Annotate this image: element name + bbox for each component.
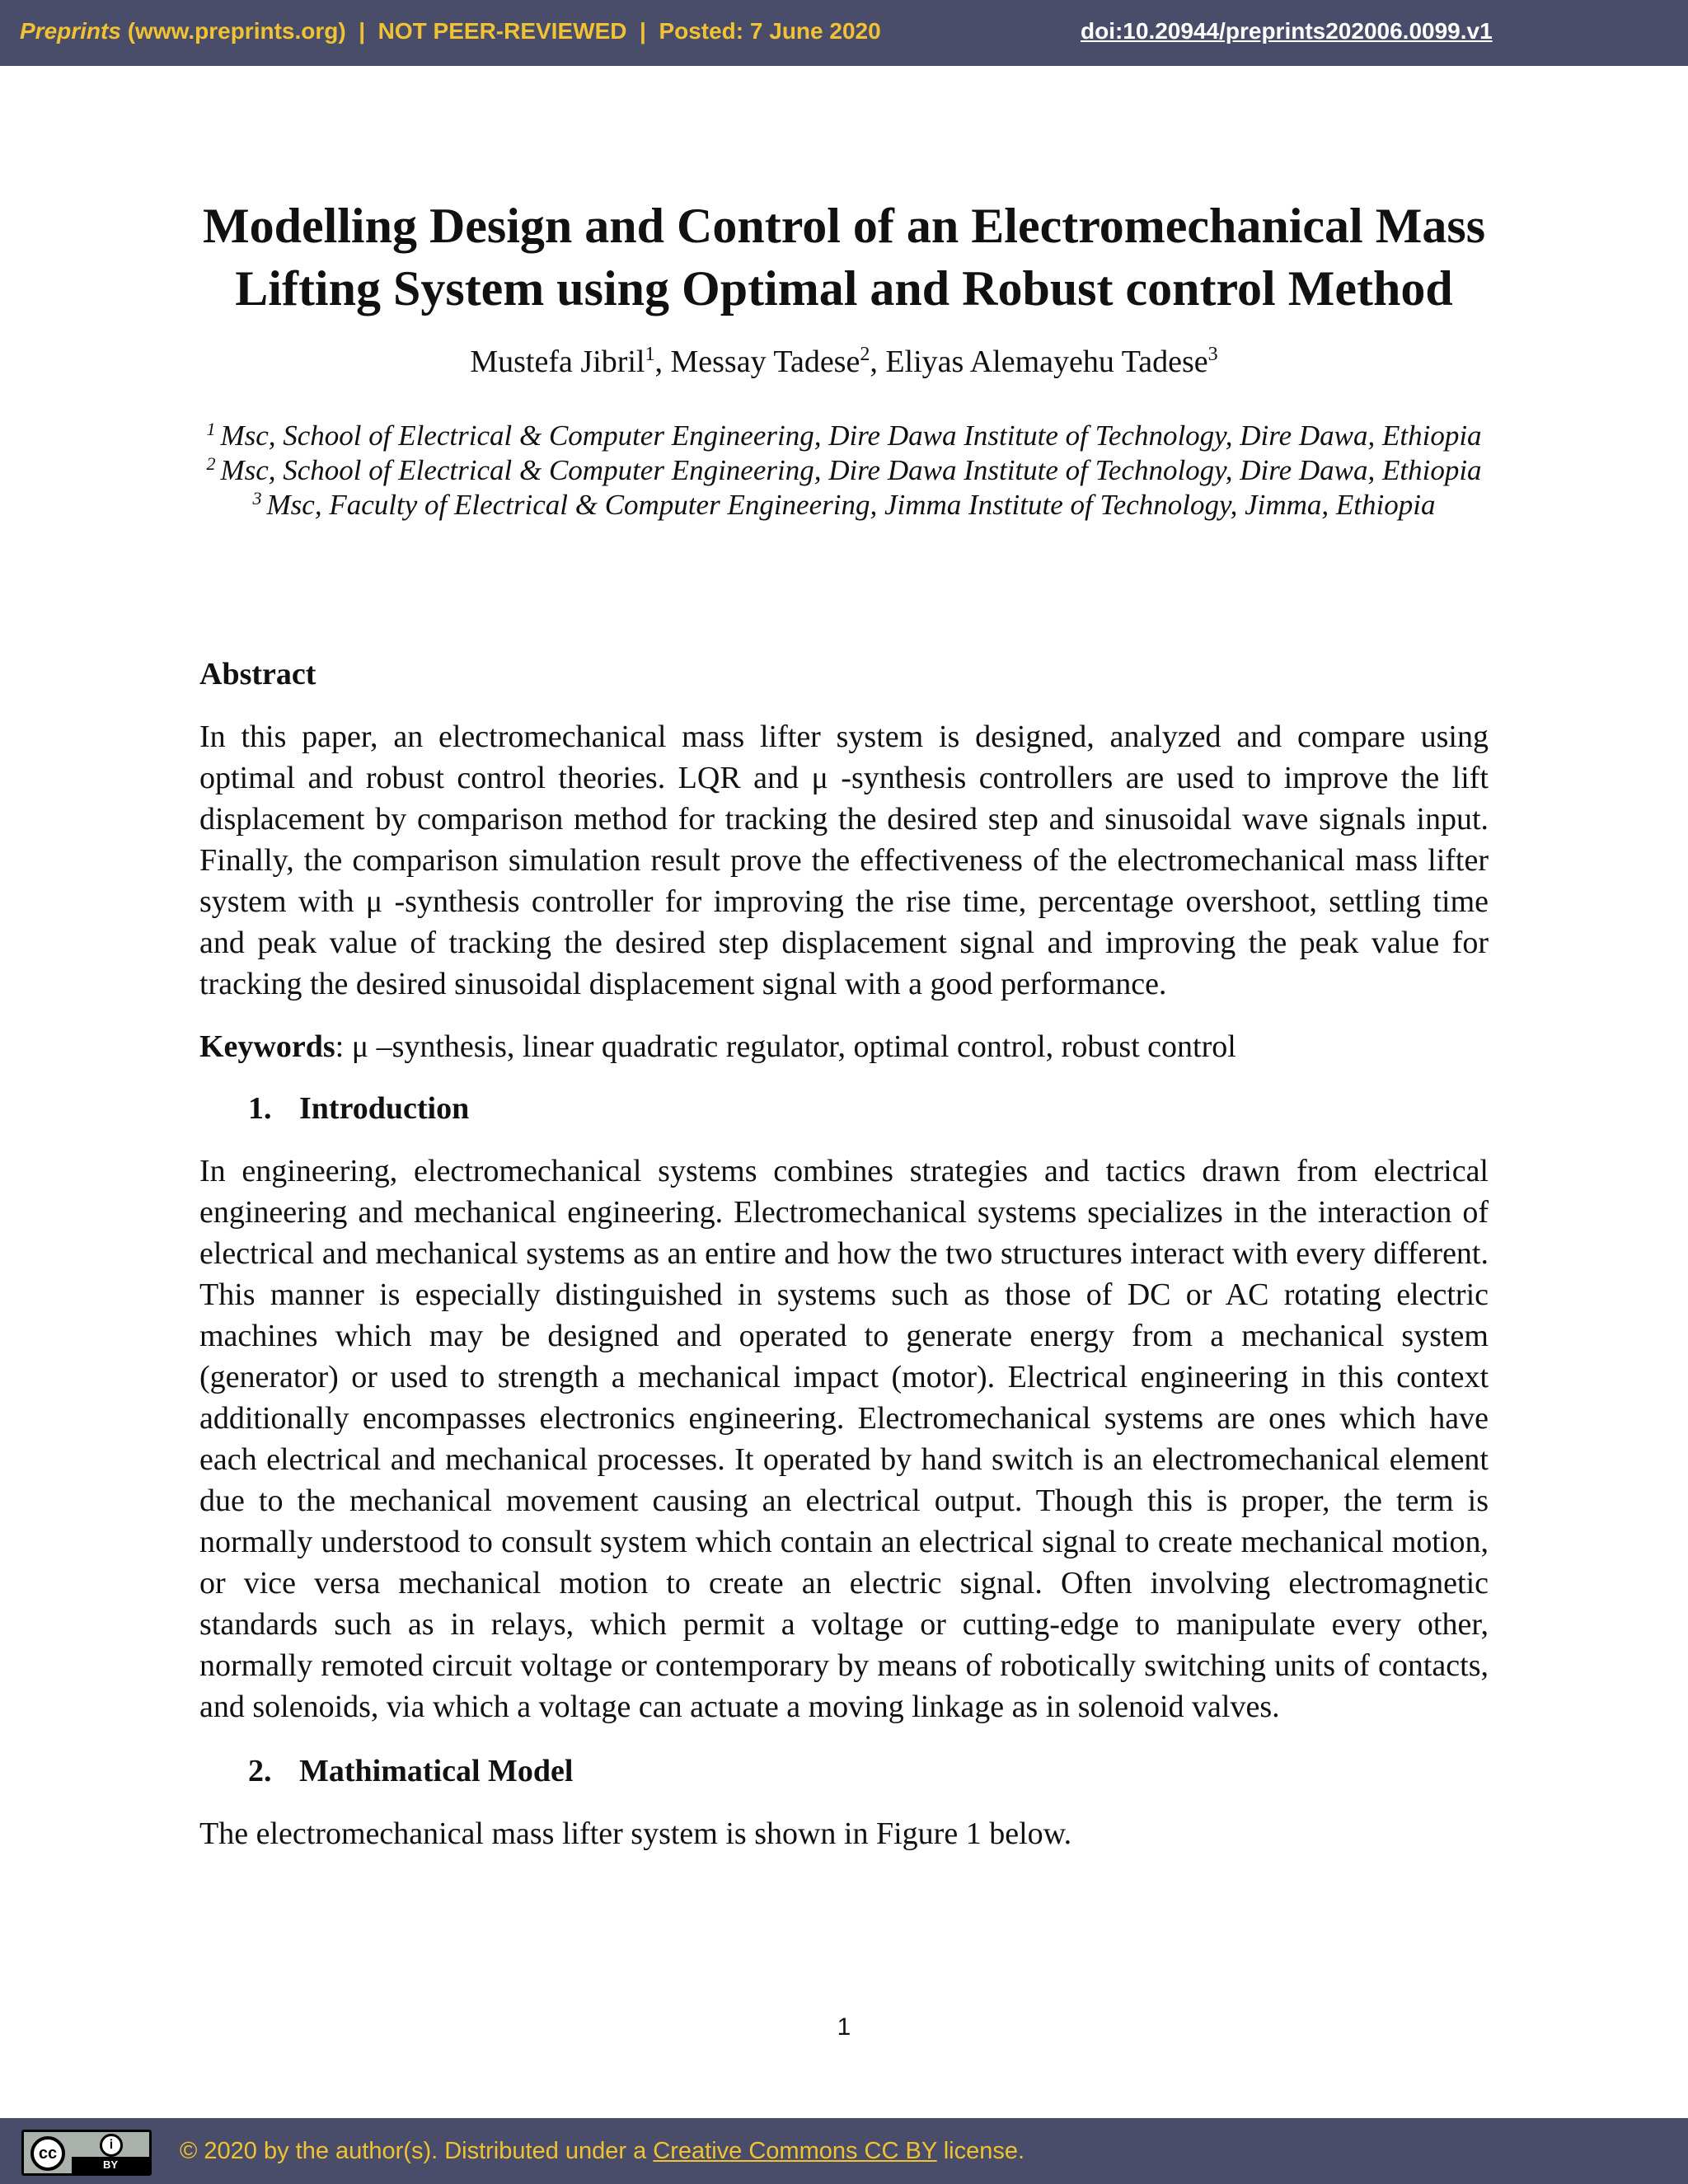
license-footer — [0, 2118, 1688, 2184]
author-name: Eliyas Alemayehu Tadese — [885, 344, 1208, 379]
affiliation-mark: 1 — [206, 419, 216, 439]
page-number: 1 — [837, 2013, 851, 2041]
abstract-text: In this paper, an electromechanical mass lifter system is designed, analyzed and compare using optimal and robust control theories. LQR and μ -synthesis controllers are used to improve the lift displacement by comparison method for tracking the desired step and sinusoidal wave signals input. Finally, the comparison simulation result prove the effectiveness of the electromechanical mass lifter system with μ -synthesis controller for improving the rise time, percentage overshoot, settling time and peak value of tracking the desired step displacement signal and improving the peak value for tracking the desired sinusoidal displacement signal with a good performance. — [199, 719, 1489, 1001]
author-separator: , — [870, 344, 886, 379]
license-text — [180, 2138, 1025, 2165]
affiliation — [165, 488, 1523, 523]
abstract-heading: Abstract — [199, 657, 316, 691]
section-title: Introduction — [299, 1091, 470, 1126]
introduction-text: In engineering, electromechanical systems combines strategies and tactics drawn from electrical engineering and mechanical engineering. Electromechanical systems specializes in the interaction of electrical and mechanical systems as an entire and how the two structures interact with every different. This manner is especially distinguished in systems such as those of DC or AC rotating electric machines which may be designed and operated to generate energy from a mechanical system (generator) or used to strength a mechanical impact (motor). Electrical engineering in this context additionally encompasses electronics engineering. Electromechanical systems are ones which have each electrical and mechanical processes. It operated by hand switch is an electromechanical element due to the mechanical movement causing an electrical output. Though this is proper, the term is normally understood to consult system which contain an electrical signal to create mechanical motion, or vice versa mechanical motion to create an electric signal. Often involving electromagnetic standards such as in relays, which permit a voltage or cutting-edge to manipulate every other, normally remoted circuit voltage or contemporary by means of robotically switching units of contacts, and solenoids, via which a voltage can actuate a moving linkage as in solenoid valves. — [199, 1154, 1489, 1724]
section-number: 2. — [248, 1754, 272, 1788]
author-affiliation-mark: 3 — [1207, 344, 1218, 365]
banner-separator: | — [359, 18, 366, 44]
affiliation — [165, 419, 1523, 453]
affiliation-list — [165, 419, 1523, 523]
author-name: Mustefa Jibril — [470, 344, 645, 379]
banner-status: NOT PEER-REVIEWED — [377, 18, 627, 44]
affiliation-text: Msc, School of Electrical & Computer Engineering, Dire Dawa Institute of Technology, Dire Dawa, Ethiopia — [220, 454, 1482, 486]
affiliation — [165, 453, 1523, 488]
paper-title — [165, 194, 1523, 320]
author-list — [165, 342, 1523, 382]
affiliation-mark: 2 — [206, 453, 216, 474]
section-heading-model — [248, 1750, 1489, 1792]
affiliation-text: Msc, Faculty of Electrical & Computer Engineering, Jimma Institute of Technology, Jimma, Ethiopia — [266, 489, 1436, 521]
paper-title-line: Modelling Design and Control of an Electromechanical Mass — [202, 199, 1486, 253]
preprint-banner — [0, 0, 1688, 66]
banner-site-name: Preprints — [20, 18, 121, 44]
banner-info — [20, 18, 881, 45]
section-title: Mathimatical Model — [299, 1754, 574, 1788]
license-link[interactable]: Creative Commons CC BY — [653, 2138, 937, 2164]
cc-by-badge-icon[interactable] — [21, 2130, 152, 2176]
banner-posted-date: Posted: 7 June 2020 — [659, 18, 881, 44]
section-number: 1. — [248, 1091, 272, 1126]
license-suffix: license. — [936, 2138, 1025, 2164]
copyright-text: © 2020 by the author(s). Distributed under a — [180, 2138, 654, 2164]
author-affiliation-mark: 2 — [860, 344, 870, 365]
attribution-person-icon: i — [100, 2134, 123, 2157]
keywords-text: : μ –synthesis, linear quadratic regulator, optimal control, robust control — [335, 1029, 1236, 1064]
keywords-label: Keywords — [199, 1029, 335, 1064]
affiliation-text: Msc, School of Electrical & Computer Engineering, Dire Dawa Institute of Technology, Dire Dawa, Ethiopia — [220, 419, 1482, 452]
banner-site-url[interactable]: (www.preprints.org) — [127, 18, 346, 44]
section-spacer — [199, 1727, 1489, 1750]
banner-separator: | — [640, 18, 646, 44]
keywords — [199, 1026, 1489, 1067]
paper-title-line: Lifting System using Optimal and Robust control Method — [235, 261, 1453, 316]
paper-body — [199, 654, 1489, 1854]
author-separator: , — [654, 344, 671, 379]
affiliation-mark: 3 — [252, 488, 262, 509]
author-name: Messay Tadese — [670, 344, 860, 379]
model-text: The electromechanical mass lifter system is shown in Figure 1 below. — [199, 1816, 1072, 1851]
doi-link[interactable]: doi:10.20944/preprints202006.0099.v1 — [1081, 18, 1493, 44]
section-heading-introduction — [248, 1088, 1489, 1129]
author-affiliation-mark: 1 — [645, 344, 655, 365]
by-label: BY — [72, 2157, 149, 2173]
cc-icon: cc — [30, 2136, 65, 2171]
